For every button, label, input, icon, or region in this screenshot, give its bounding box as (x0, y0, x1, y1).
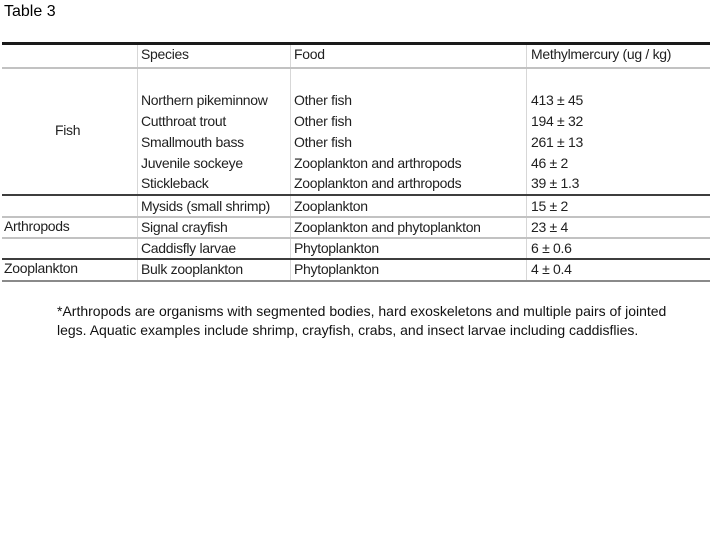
table-title: Table 3 (4, 3, 56, 20)
row-4-species: Juvenile sockeye (141, 155, 243, 171)
row-4-value: 46 ± 2 (531, 155, 569, 171)
column-divider (290, 45, 291, 280)
footnote: *Arthropods are organisms with segmented bodies, hard exoskeletons and multiple pairs of jointed legs. Aquatic examples include shrimp, crayfish, crabs, and insect larvae including caddisflies. (57, 303, 667, 338)
row-7-species: Signal crayfish (141, 219, 228, 235)
group-fish-label: Fish (55, 122, 81, 138)
row-3-species: Smallmouth bass (141, 134, 244, 150)
group-zooplankton-label: Zooplankton (4, 260, 78, 276)
row-4-food: Zooplankton and arthropods (294, 155, 462, 171)
group-arthropods-label: Arthropods (4, 218, 70, 234)
header-rule (2, 67, 710, 69)
row-9-species: Bulk zooplankton (141, 261, 243, 277)
methylmercury-table (2, 42, 710, 282)
group-rule-fish (2, 194, 710, 196)
row-3-value: 261 ± 13 (531, 134, 583, 150)
row-2-species: Cutthroat trout (141, 113, 226, 129)
header-methylmercury: Methylmercury (ug / kg) (531, 46, 672, 62)
row-8-food: Phytoplankton (294, 240, 379, 256)
row-1-food: Other fish (294, 92, 352, 108)
row-1-value: 413 ± 45 (531, 92, 583, 108)
column-divider (137, 45, 138, 280)
row-1-species: Northern pikeminnow (141, 92, 268, 108)
row-2-value: 194 ± 32 (531, 113, 583, 129)
header-species: Species (141, 46, 189, 62)
row-5-species: Stickleback (141, 175, 209, 191)
column-divider (526, 45, 527, 280)
row-9-value: 4 ± 0.4 (531, 261, 572, 277)
row-7-value: 23 ± 4 (531, 219, 569, 235)
row-2-food: Other fish (294, 113, 352, 129)
row-8-species: Caddisfly larvae (141, 240, 236, 256)
row-5-food: Zooplankton and arthropods (294, 175, 462, 191)
row-7-food: Zooplankton and phytoplankton (294, 219, 481, 235)
row-6-species: Mysids (small shrimp) (141, 198, 271, 214)
row-6-value: 15 ± 2 (531, 198, 569, 214)
row-6-food: Zooplankton (294, 198, 368, 214)
row-3-food: Other fish (294, 134, 352, 150)
header-food: Food (294, 46, 325, 62)
row-9-food: Phytoplankton (294, 261, 379, 277)
row-5-value: 39 ± 1.3 (531, 175, 580, 191)
row-8-value: 6 ± 0.6 (531, 240, 572, 256)
